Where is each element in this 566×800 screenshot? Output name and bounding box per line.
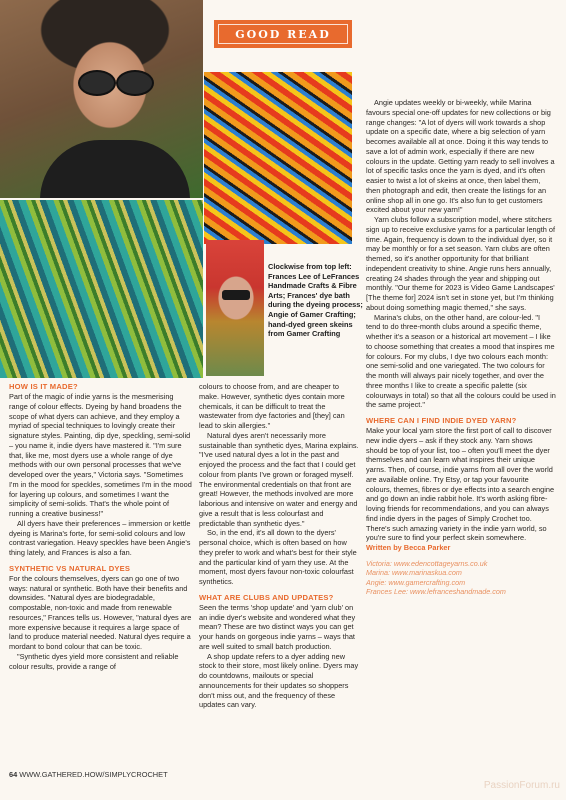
column-2 — [199, 382, 359, 710]
paragraph: Yarn clubs follow a subscription model, where stitchers sign up to receive exclusive yarns for a particular length of time. Again, frequency is down to the individual dyer, so it may be monthly or for a set season. Yarn clubs are often themed, so it's another opportunity for that brilliant independent creativity to shine. Angie runs hers annually, creating 24 shades through the year and shipping out monthly. "Our theme for 2023 is Video Game Landscapes' [The theme for] 2024 isn't set in stone yet, but I'm thinking about doing something magic themed," she says. — [366, 215, 555, 312]
glasses — [222, 290, 250, 300]
photo-green-skeins — [0, 200, 203, 378]
paragraph: colours to choose from, and are cheaper to make. However, synthetic dyes contain more chemicals, it can be difficult to treat the wastewater from dye factories and [they] can lead to skin allergies." — [199, 382, 345, 430]
photo-dye-bath — [204, 72, 352, 244]
heading-synthetic-vs-natural: SYNTHETIC VS NATURAL DYES — [9, 563, 131, 573]
heading-clubs-and-updates: WHAT ARE CLUBS AND UPDATES? — [199, 592, 334, 602]
heading-how-is-it-made: HOW IS IT MADE? — [9, 382, 78, 391]
photo-figure-shirt — [40, 140, 190, 198]
paragraph: Marina's clubs, on the other hand, are colour-led. "I tend to do three-month clubs around a specific theme, whether it's a season or a historical art movement – I like to choose something that creates a mood that inspires me for colours. For my clubs, I dye two colours each month: one semi-solid and one variegated. The two colours for the month will always pair nicely together, and over the three months I like to create a specific palette (six colourways in total) so that all the colours could be used in the same project." — [366, 312, 556, 410]
paragraph: All dyers have their preferences – immersion or kettle dyeing is Marina's forte, for semi-solid colours and low contrast variegation. Heavy speckles have been Angie's thing lately, and Frances is also a fan. — [9, 518, 191, 557]
photo-angie — [206, 240, 264, 376]
credit-marina[interactable]: Marina: www.marinaskua.com — [366, 568, 462, 578]
paragraph: A shop update refers to a dyer adding new stock to their store, most likely online. Dyers may do countdowns, mailouts or special announcements for their updates so shoppers don't miss out, and the frequency of these updates can vary. — [199, 651, 359, 710]
paragraph: Make your local yarn store the first port of call to discover new indie dyers – ask if they stock any. Yarn shows should be top of your list, too – often you'll meet the dyer themselves and can learn what inspires their unique yarns. Then, of course, indie yarns from all over the world are available online. Try Etsy, or tap your favourite colours, themes, fibres or dye effects into a search engine and go down an indie rabbit hole. It's worth asking fibre-loving friends for recommendations, and you can always find indie dyers in the pages of Simply Crochet too. There's such amazing variety in the indie yarn world, so you're sure to find your perfect skein somewhere. — [366, 426, 555, 543]
watermark: PassionForum.ru — [483, 780, 560, 791]
credit-angie[interactable]: Angie: www.gamercrafting.com — [366, 577, 466, 587]
heading-where-to-find: WHERE CAN I FIND INDIE DYED YARN? — [366, 416, 517, 425]
byline: Written by Becca Parker — [366, 543, 451, 552]
page-footer — [9, 770, 168, 779]
paragraph: Natural dyes aren't necessarily more sustainable than synthetic dyes, Marina explains. "I've used natural dyes a lot in the past and enjoyed the process and the fact that I could get colour from plants I've grown or foraged myself. The environmental credentials on that front are great! However, the methods involved are more laborious and intensive on water and energy and give a result that is less colourfast and predictable than synthetic dyes." — [199, 430, 359, 528]
credit-frances[interactable]: Frances Lee: www.lefranceshandmade.com — [366, 587, 506, 597]
paragraph: "Synthetic dyes yield more consistent and reliable colour results, provide a range of — [9, 651, 179, 671]
page-number: 64 — [9, 770, 18, 779]
banner-text: GOOD READ — [235, 27, 331, 41]
sunglasses-right-lens — [116, 70, 154, 96]
column-3 — [366, 98, 556, 597]
good-read-banner — [214, 20, 352, 48]
paragraph: So, in the end, it's all down to the dyers' personal choice, which is often based on how they prefer to work and what's best for their style and the particular kind of yarn they use. At the moment, most dyers favour non-toxic colourfast synthetics. — [199, 528, 357, 586]
paragraph: Seen the terms 'shop update' and 'yarn club' on an indie dyer's website and wondered what they mean? These are two distinct ways you can get your hands on gorgeous indie yarns – ways that are well suited to small batch production. — [199, 602, 356, 651]
photo-caption: Clockwise from top left: Frances Lee of LeFrances Handmade Crafts & Fibre Arts; Frances' dye bath during the dyeing process; Angie of Gamer Crafting; hand-dyed green skeins from Gamer Crafting — [268, 262, 363, 339]
credit-victoria[interactable]: Victoria: www.edencottageyarns.co.uk — [366, 558, 488, 568]
paragraph: Angie updates weekly or bi-weekly, while Marina favours special one-off updates for new collections or big range changes: "A lot of dyers will work towards a shop update on a specific date, where a big selection of yarn becomes available all at once. Doing it this way tends to save a lot of admin work, especially if there are new colours in the update. Getting yarn ready to sell involves a lot of specific tasks once the yarn is dyed, and it's often easier to twist a lot of skeins at once, then label them, then photograph and edit, then create the listings for an online shop all in one go. It's also fun to get customers excited about your new yarn!" — [366, 98, 555, 215]
column-1 — [9, 382, 194, 671]
photo-frances-lee — [0, 0, 203, 198]
footer-url[interactable]: WWW.GATHERED.HOW/SIMPLYCROCHET — [19, 770, 168, 779]
paragraph: For the colours themselves, dyers can go one of two ways: natural or synthetic. Both have their benefits and downsides. "Natural dyes are biodegradable, compostable, non-toxic and made from renewable resources," Frances tells us. However, "natural dyes are more expensive because it requires a large space of land to produce material needed. Natural dyes require a mordant to bond colour that can be toxic. — [9, 573, 192, 651]
sunglasses-left-lens — [78, 70, 116, 96]
paragraph: Part of the magic of indie yarns is the mesmerising range of colour effects. Dyeing by hand broadens the scope of what dyers can achieve, and they employ a myriad of special techniques to lovingly create their signature styles. Painting, dip dye, speckling, semi-solid – you name it, indie dyers have mastered it. "I'm sure that, like me, most dyers use a whole range of dye methods with our own personal processes that we've developed over the years," Victoria says. "Sometimes I'm in the mood for speckles, sometimes I'm in the mood for layering up colours, and sometimes I want the simplicity of semi-solids. That's the whole point of running a creative business!" — [9, 392, 192, 518]
